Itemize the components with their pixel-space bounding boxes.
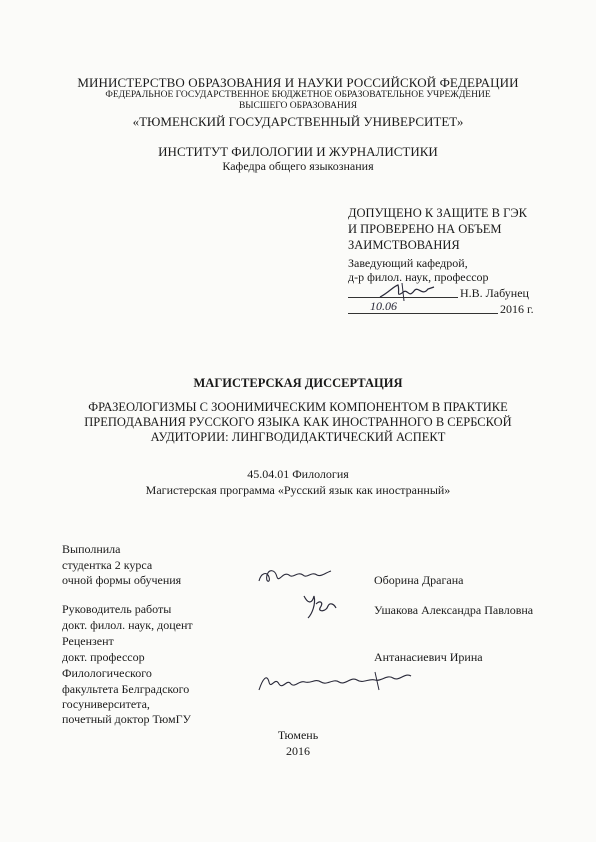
approval-year: 2016 г. <box>500 302 534 316</box>
supervisor-degree: докт. филол. наук, доцент <box>62 618 193 632</box>
reviewer-label: Рецензент <box>62 634 114 648</box>
program-name: Магистерская программа «Русский язык как иностранный» <box>145 483 451 497</box>
university-name: «ТЮМЕНСКИЙ ГОСУДАРСТВЕННЫЙ УНИВЕРСИТЕТ» <box>132 114 464 129</box>
institute-name: ИНСТИТУТ ФИЛОЛОГИИ И ЖУРНАЛИСТИКИ <box>158 144 438 159</box>
supervisor-signature <box>298 590 340 622</box>
reviewer-signature <box>255 668 415 696</box>
head-degree: д-р филол. наук, профессор <box>348 270 489 284</box>
student-signature <box>255 565 335 587</box>
reviewer-name: Антанасиевич Ирина <box>374 650 483 664</box>
student-name: Оборина Драгана <box>374 573 464 587</box>
student-course: студентка 2 курса <box>62 558 153 572</box>
higher-education: ВЫСШЕГО ОБРАЗОВАНИЯ <box>238 101 358 111</box>
approval-line-1: ДОПУЩЕНО К ЗАЩИТЕ В ГЭК <box>348 206 527 220</box>
head-name: Н.В. Лабунец <box>460 286 529 300</box>
reviewer-faculty-1: Филологического <box>62 666 152 680</box>
handwritten-date: 10.06 <box>370 299 397 313</box>
study-form: очной формы обучения <box>62 573 182 587</box>
done-by-label: Выполнила <box>62 542 121 556</box>
federal-institution: ФЕДЕРАЛЬНОЕ ГОСУДАРСТВЕННОЕ БЮДЖЕТНОЕ ОБРАЗОВАТЕЛЬНОЕ УЧРЕЖДЕНИЕ <box>105 90 491 100</box>
document-type: МАГИСТЕРСКАЯ ДИССЕРТАЦИЯ <box>193 376 403 390</box>
city: Тюмень <box>277 728 319 742</box>
reviewer-title: докт. профессор <box>62 650 145 664</box>
approval-line-3: ЗАИМСТВОВАНИЯ <box>348 238 460 252</box>
reviewer-faculty-3: госуниверситета, <box>62 697 150 711</box>
ministry-name: МИНИСТЕРСТВО ОБРАЗОВАНИЯ И НАУКИ РОССИЙСКОЙ ФЕДЕРАЦИИ <box>77 75 519 90</box>
reviewer-honor: почетный доктор ТюмГУ <box>62 712 192 726</box>
supervisor-label: Руководитель работы <box>62 602 172 616</box>
reviewer-faculty-2: факультета Белградского <box>62 682 190 696</box>
approval-line-2: И ПРОВЕРЕНО НА ОБЪЕМ <box>348 222 502 236</box>
specialty-code: 45.04.01 Филология <box>247 467 349 481</box>
thesis-topic: ФРАЗЕОЛОГИЗМЫ С ЗООНИМИЧЕСКИМ КОМПОНЕНТОМ В ПРАКТИКЕ ПРЕПОДАВАНИЯ РУССКОГО ЯЗЫКА КАК ИНОСТРАННОГО В СЕРБСКОЙ АУДИТОРИИ: ЛИНГВОДИДАКТИЧЕСКИЙ АСПЕКТ <box>84 400 512 444</box>
supervisor-name: Ушакова Александра Павловна <box>374 603 534 617</box>
head-position: Заведующий кафедрой, <box>348 256 468 270</box>
department-name: Кафедра общего языкознания <box>222 159 374 173</box>
year: 2016 <box>286 744 310 758</box>
